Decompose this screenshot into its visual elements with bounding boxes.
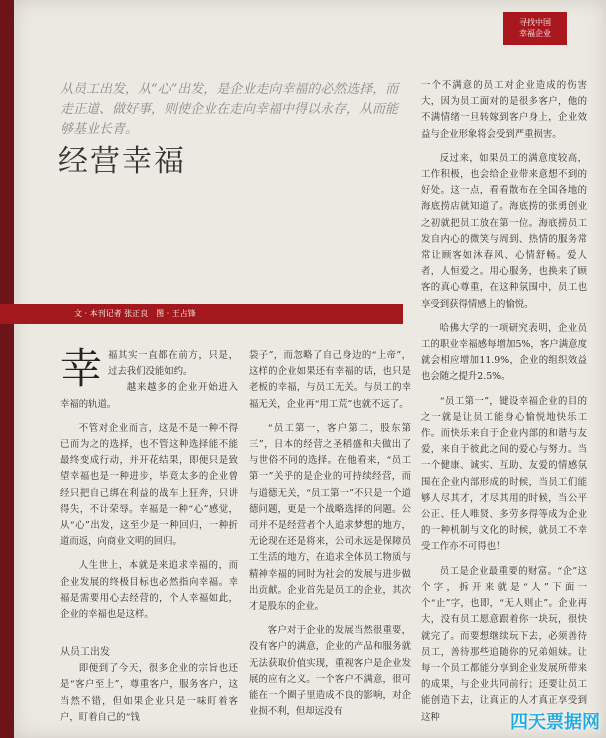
body-column-2: [249, 348, 411, 720]
paragraph: 客户对于企业的发展当然很重要，没有客户的满意，企业的产品和服务就无法获取价值实现，重视客户是企业发展的应有之义。一个客户不满意，很可能在一个圈子里造成不良的影响，对企业损不利，但却远没有: [249, 625, 411, 718]
paragraph: 不管对企业而言，这是不是一种不得已而为之的选择，也不管这种选择能不能最终变成行动，并开花结果，即便只是致望幸福也是一种进步，毕竟太多的企业曾经只把自己绑在利益的战车上狂奔，只讲得失，不计荣辱。幸福是一种“心”感觉，从“心”出发，这至少是一种回归，一种折道而返，向商业文明的回归。: [60, 422, 238, 548]
paragraph: 即便到了今天，很多企业的宗旨也还是“客户至上”，尊重客户，服务客户，这当然不错，但如果企业只是一味盯着客户，盯着自己的“钱: [60, 663, 238, 723]
paragraph: 越来越多的企业开始进入幸福的轨道。: [60, 382, 238, 410]
paragraph: 袋子”，而忽略了自己身边的“上帝”，这样的企业如果还有幸福的话，也只是老板的幸福，与员工无关。与员工的幸福无关，企业再“用工荒”也就不远了。: [249, 350, 411, 410]
paragraph: “员工第一”，键设幸福企业的目的之一就是让员工能身心愉悦地快乐工作。而快乐来自于企业内部的和谐与友爱，来自于彼此之间的爱心与努力。当一个健康、诚实、互助、友爱的情感氛围在企业内部形成的时候，当员工们能够人尽其才，才尽其用的时候，当公平公正、任人唯贤、多劳多得等成为企业的一种机制与文化的时候，就员工不幸受工作亦不可得也！: [421, 395, 587, 553]
article-title: 经营幸福: [58, 144, 186, 179]
paragraph: 反过来，如果员工的满意度较高，工作积极，也会给企业带来意想不到的好处。这一点，看看散布在全国各地的海底捞店就知道了。海底捞的张勇创业之初就把员工放在第一位。海底捞员工发自内心的微笑与周到、热情的服务常常让顾客如沐春风、心情舒畅。爱人者，人恒爱之。用心服务，也换来了顾客的真心尊重，在这种氛围中，员工也享受到获得情感上的愉悦。: [421, 152, 587, 310]
lead-paragraph: 从员工出发，从“心”出发，是企业走向幸福的必然选择，而走正道、做好事，则使企业在走向幸福中得以永存，从而能够基业长青。: [60, 82, 399, 137]
paragraph: 一个不满意的员工对企业造成的伤害大，因为员工面对的是很多客户，他的不满情绪一旦转嫁到客户身上，企业效益与企业形象将会受到严重损害。: [421, 80, 587, 140]
opening-paragraph: [60, 344, 238, 393]
section-subheading: 从员工出发: [60, 647, 110, 659]
section-tab-line2: 幸福企业: [519, 29, 551, 38]
paragraph: 员工是企业最重要的财富。“企”这个字，拆开来就是“人”下面一个“止”字，也即，“无人则止”。企业再大，没有员工愿意跟着你一块玩，很快就完了。而要想继续玩下去，必须善待员工，善待那些追随你的兄弟姐妹。让每一个员工都能分享到企业发展所带来的成果，与企业共同前行；还要让员工能创造下去，让真正的人才真正享受到这种: [421, 565, 587, 723]
opening-text: 福其实一直都在前方，只是，过去我们没能如约。: [108, 350, 238, 378]
watermark-logo: 四天票据网: [510, 712, 600, 733]
byline-text: 文 · 本刊记者 张正良 图 · 王占锋: [74, 309, 196, 318]
body-column-1: [60, 344, 238, 726]
paragraph: “员工第一，客户第二，股东第三”，日本的经营之圣稻盛和夫做出了与世俗不同的选择。在他看来，“员工第一”关乎的是企业的可持续经营，而与道德无关，“员工第一”不只是一个道德问题，更是一个战略选择的问题。公司并不是经营者个人追求梦想的地方，无论现在还是将来，公司永远是保障员工生活的地方，在追求全体员工物质与精神幸福的同时为社会的发展与进步做出贡献。企业首先是员工的企业，其次才是股东的企业。: [249, 422, 411, 613]
paragraph: 哈佛大学的一项研究表明，企业员工的职业幸福感每增加5%，客户满意度就会相应增加11.9%，企业的组织效益也会随之提升2.5%。: [421, 322, 587, 383]
section-tab-line1: 寻找中国: [519, 18, 551, 27]
paragraph: 人生世上，本就是来追求幸福的，而企业发展的终极目标也必然指向幸福。幸福是需要用心去经营的，个人幸福如此，企业的幸福也是这样。: [60, 560, 238, 621]
right-column: [421, 78, 587, 726]
section-tab: [503, 12, 567, 45]
drop-cap: 幸: [60, 344, 103, 393]
byline-bar: [0, 304, 403, 324]
